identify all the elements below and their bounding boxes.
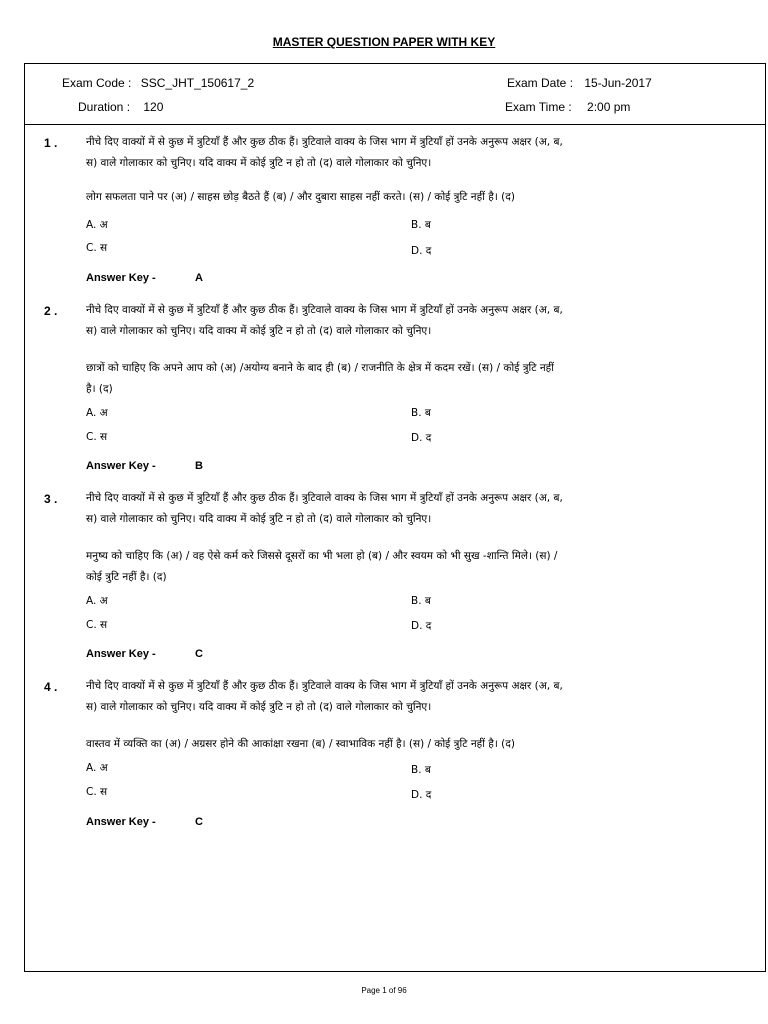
option-b: B. ब	[411, 595, 431, 607]
option-a: A. अ	[86, 219, 108, 231]
option-b: B. ब	[411, 407, 431, 419]
option-d: D. द	[411, 620, 432, 632]
page-title: MASTER QUESTION PAPER WITH KEY	[272, 35, 496, 49]
exam-date-row	[507, 76, 652, 90]
exam-code-row	[62, 76, 254, 90]
option-a: A. अ	[86, 595, 108, 607]
question-instruction: नीचे दिए वाक्यों में से कुछ में त्रुटियाँ हैं और कुछ ठीक हैं। त्रुटिवाले वाक्य के जिस भाग में त्रुटियाँ हों उनके अनुरूप अक्षर (अ, ब, स) वाले गोलाकार को चुनिए। यदि वाक्य में कोई त्रुटि न हो तो (द) वाले गोलाकार को चुनिए।	[86, 492, 563, 525]
option-a: A. अ	[86, 407, 108, 419]
option-c: C. स	[86, 619, 108, 631]
option-c: C. स	[86, 786, 108, 798]
option-c: C. स	[86, 242, 108, 254]
exam-time-label: Exam Time :	[505, 100, 572, 114]
duration-row	[78, 100, 163, 114]
question-number: 3 .	[44, 492, 58, 506]
question-paper-frame	[24, 63, 766, 972]
question-instruction: नीचे दिए वाक्यों में से कुछ में त्रुटियाँ हैं और कुछ ठीक हैं। त्रुटिवाले वाक्य के जिस भाग में त्रुटियाँ हों उनके अनुरूप अक्षर (अ, ब, स) वाले गोलाकार को चुनिए। यदि वाक्य में कोई त्रुटि न हो तो (द) वाले गोलाकार को चुनिए।	[86, 680, 563, 713]
question-sentence: लोग सफलता पाने पर (अ) / साहस छोड़ बैठते हैं (ब) / और दुबारा साहस नहीं करते। (स) / कोई त्रुटि नहीं है। (द)	[86, 191, 515, 203]
answer-key-value: B	[195, 460, 203, 472]
question-number: 4 .	[44, 680, 58, 694]
answer-key-label: Answer Key -	[86, 648, 156, 660]
exam-code-label: Exam Code :	[62, 76, 132, 90]
exam-time-value: 2:00 pm	[587, 100, 631, 114]
page-footer: Page 1 of 96	[361, 986, 407, 995]
duration-label: Duration :	[78, 100, 131, 114]
option-b: B. ब	[411, 764, 431, 776]
duration-value: 120	[143, 100, 164, 114]
option-a: A. अ	[86, 762, 108, 774]
header-divider	[25, 124, 765, 125]
answer-key-value: C	[195, 648, 203, 660]
question-sentence: वास्तव में व्यक्ति का (अ) / अग्रसर होने की आकांक्षा रखना (ब) / स्वाभाविक नहीं है। (स) / कोई त्रुटि नहीं है। (द)	[86, 738, 515, 750]
question-instruction: नीचे दिए वाक्यों में से कुछ में त्रुटियाँ हैं और कुछ ठीक हैं। त्रुटिवाले वाक्य के जिस भाग में त्रुटियाँ हों उनके अनुरूप अक्षर (अ, ब, स) वाले गोलाकार को चुनिए। यदि वाक्य में कोई त्रुटि न हो तो (द) वाले गोलाकार को चुनिए।	[86, 304, 563, 337]
option-c: C. स	[86, 431, 108, 443]
answer-key-label: Answer Key -	[86, 460, 156, 472]
question-number: 1 .	[44, 136, 58, 150]
question-number: 2 .	[44, 304, 58, 318]
option-b: B. ब	[411, 219, 431, 231]
exam-code-value: SSC_JHT_150617_2	[140, 76, 255, 90]
option-d: D. द	[411, 245, 432, 257]
exam-time-row	[505, 100, 630, 114]
question-sentence: मनुष्य को चाहिए कि (अ) / वह ऐसे कर्म करे जिससे दूसरों का भी भला हो (ब) / और स्वयम को भी सुख -शान्ति मिले। (स) / कोई त्रुटि नहीं है। (द)	[86, 550, 558, 583]
question-sentence: छात्रों को चाहिए कि अपने आप को (अ) /अयोग्य बनाने के बाद ही (ब) / राजनीति के क्षेत्र में कदम रखें। (स) / कोई त्रुटि नहीं है। (द)	[86, 362, 554, 395]
answer-key-label: Answer Key -	[86, 816, 156, 828]
answer-key-value: A	[195, 272, 203, 284]
option-d: D. द	[411, 432, 432, 444]
answer-key-label: Answer Key -	[86, 272, 156, 284]
question-instruction: नीचे दिए वाक्यों में से कुछ में त्रुटियाँ हैं और कुछ ठीक हैं। त्रुटिवाले वाक्य के जिस भाग में त्रुटियाँ हों उनके अनुरूप अक्षर (अ, ब, स) वाले गोलाकार को चुनिए। यदि वाक्य में कोई त्रुटि न हो तो (द) वाले गोलाकार को चुनिए।	[86, 136, 563, 169]
exam-date-value: 15-Jun-2017	[584, 76, 652, 90]
answer-key-value: C	[195, 816, 203, 828]
exam-date-label: Exam Date :	[507, 76, 574, 90]
option-d: D. द	[411, 789, 432, 801]
